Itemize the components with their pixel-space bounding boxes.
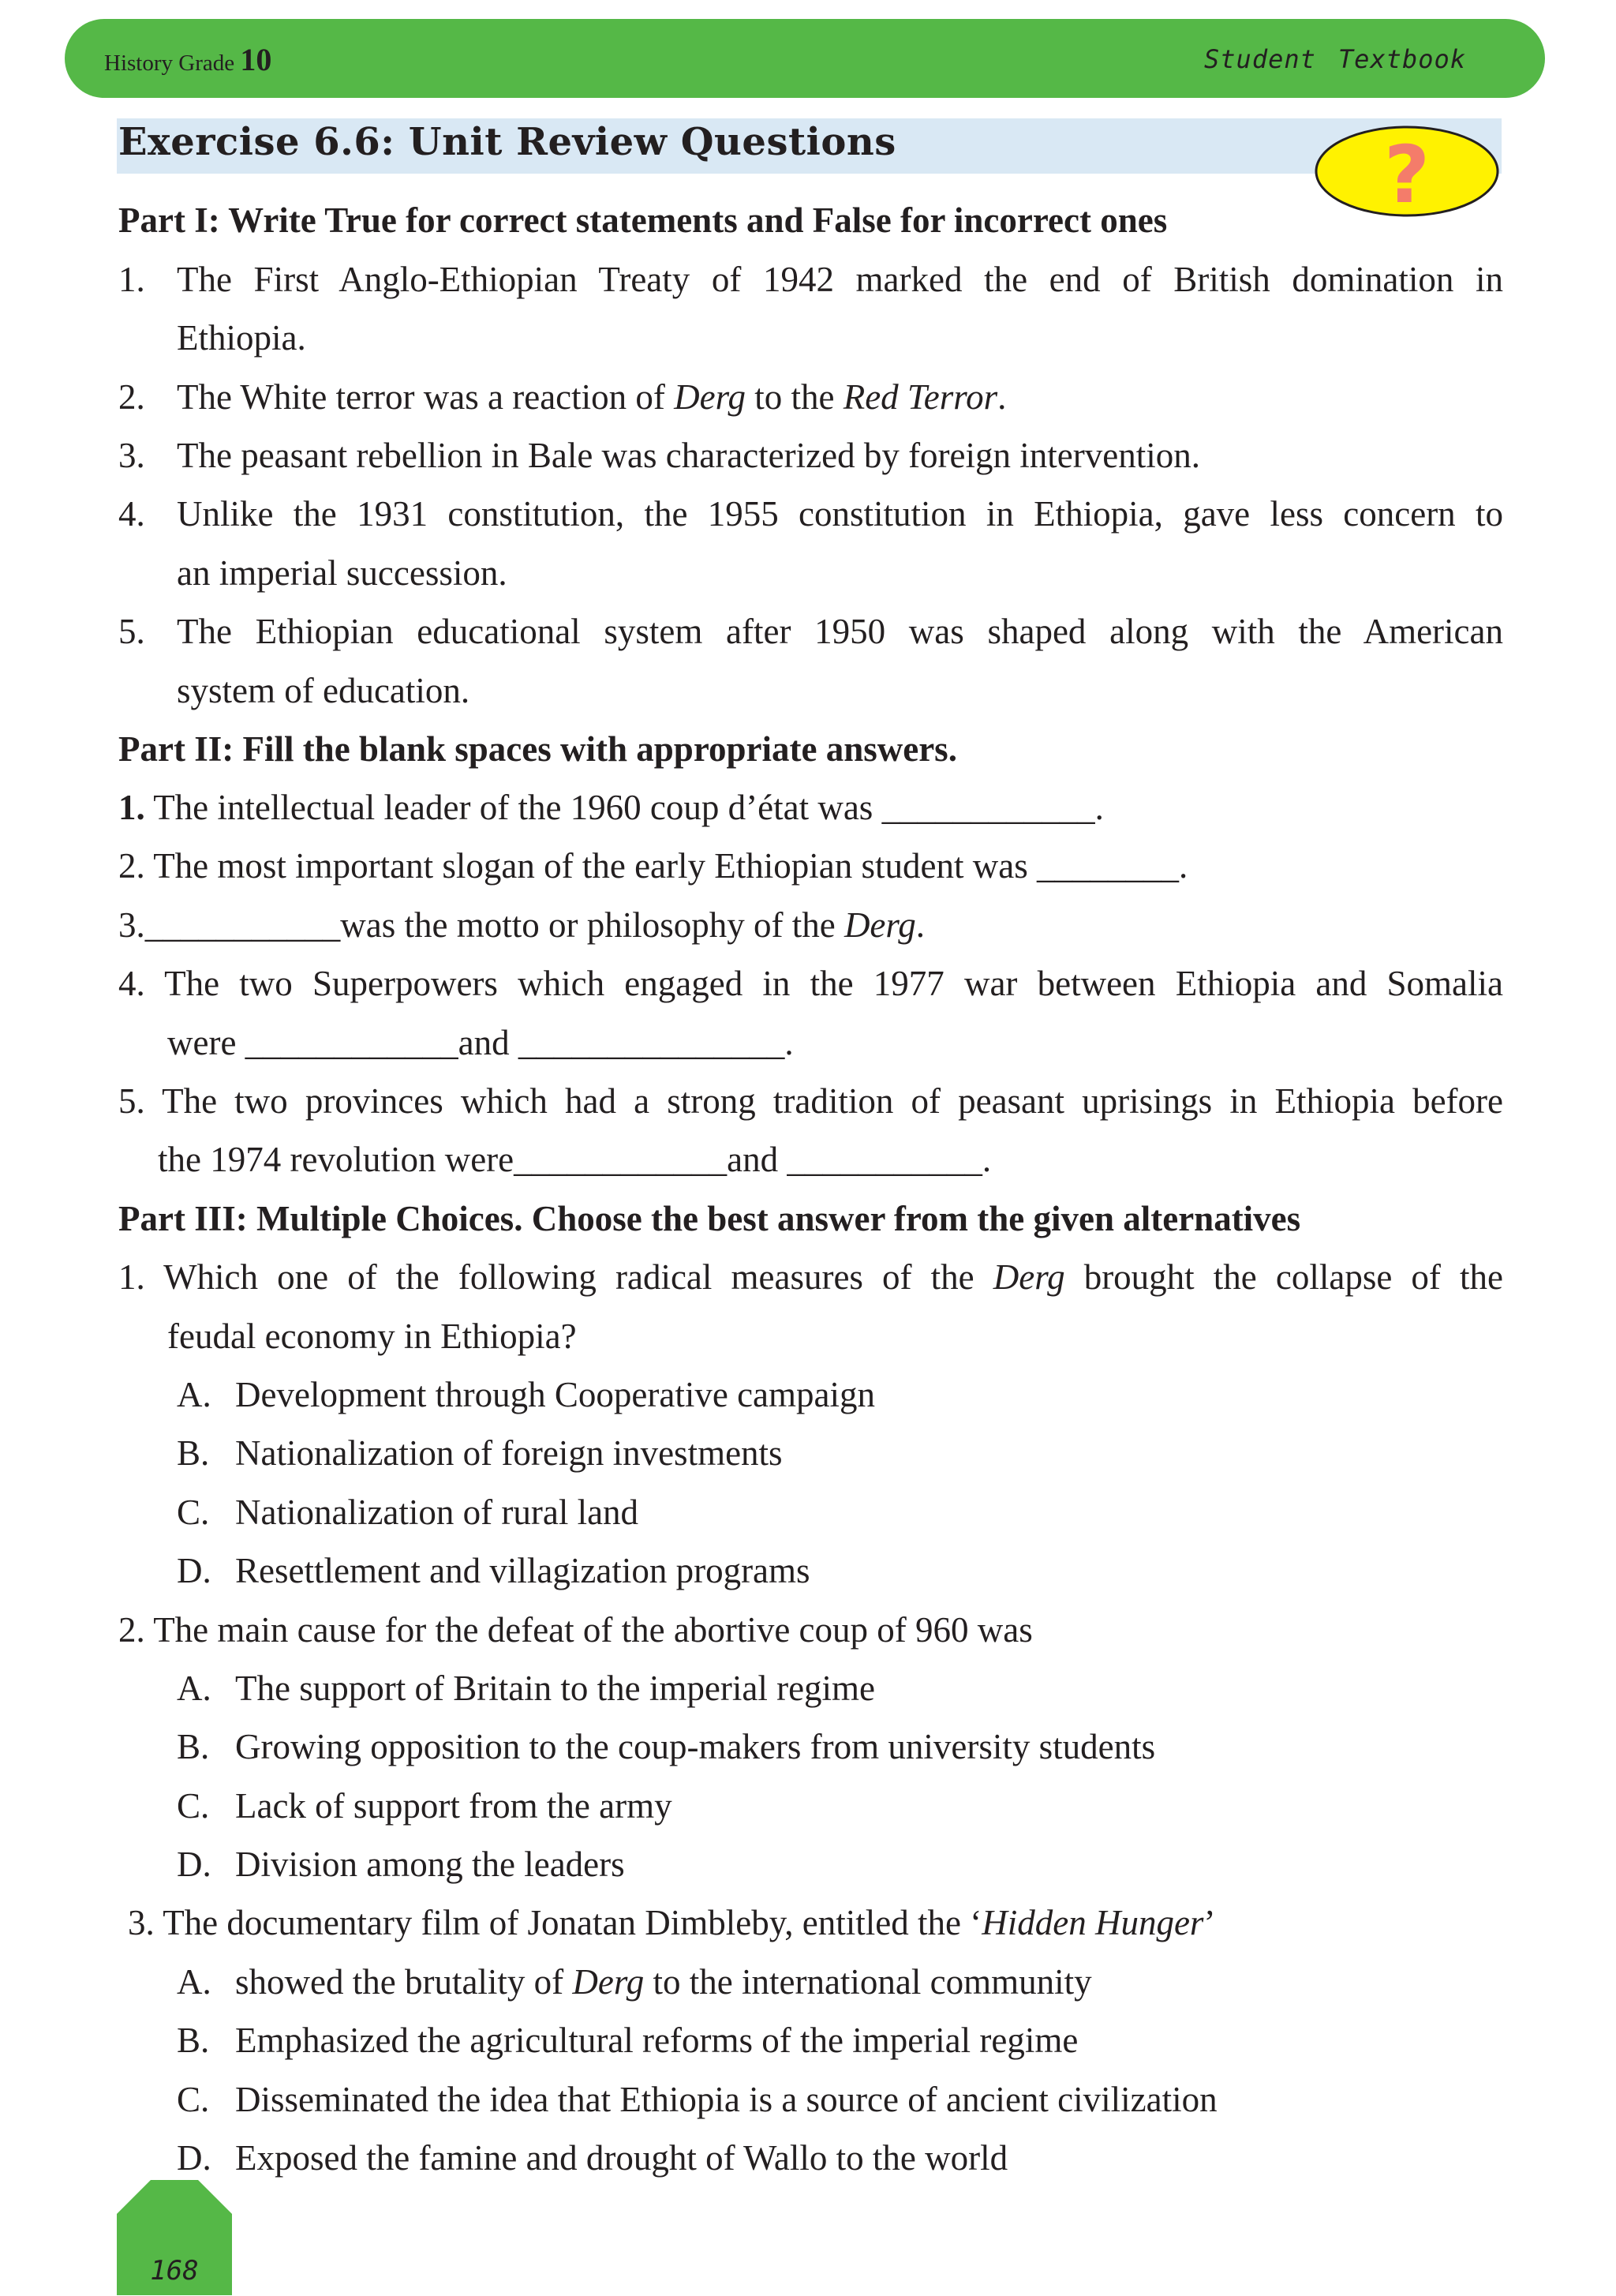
header-subject: [104, 41, 271, 78]
part3-q2-num: 2.: [118, 1610, 145, 1650]
part2-item-5: [118, 1079, 1503, 1123]
part3-q2-option-d: [177, 1842, 1562, 1886]
part3-q1-em-derg: Derg: [993, 1257, 1065, 1297]
question-mark-glyph: ?: [1383, 129, 1431, 218]
part1-item-5: [118, 609, 1503, 654]
part1-item-4-cont: an imperial succession.: [177, 553, 507, 593]
part2-item-4: [118, 961, 1503, 1006]
part2-item-3-end: .: [915, 905, 926, 945]
part1-item-3-text: The peasant rebellion in Bale was characterized by foreign intervention.: [177, 436, 1200, 475]
part1-item-2-text: The White terror was a reaction of: [177, 377, 675, 417]
page-number: 168: [150, 2255, 199, 2287]
part1-item-1-num: 1.: [118, 260, 145, 299]
part2-item-3-num: 3.: [118, 905, 145, 945]
header-bar: [65, 19, 1545, 98]
part2-item-3: [118, 903, 1503, 947]
part3-q3-text-end: ’: [1203, 1903, 1216, 1942]
part3-q1-option-b: [177, 1431, 1562, 1475]
option-letter: A.: [177, 1962, 211, 2002]
part2-item-3-em-derg: Derg: [844, 905, 916, 945]
part1-item-4: [118, 492, 1503, 536]
option-letter: A.: [177, 1669, 211, 1708]
part1-item-2-num: 2.: [118, 377, 145, 417]
part1-item-4-text: Unlike the 1931 constitution, the 1955 constitution in Ethiopia, gave less concern to: [177, 494, 1503, 534]
part1-item-2-mid: to the: [745, 377, 844, 417]
part1-item-2: [118, 375, 1503, 419]
part2-item-5-num: 5.: [118, 1081, 145, 1121]
part3-heading: Part III: Multiple Choices. Choose the best answer from the given alternatives: [118, 1199, 1301, 1238]
part1-item-4-num: 4.: [118, 494, 145, 534]
part3-q2-option-c: [177, 1784, 1562, 1828]
part3-q1-text: Which one of the following radical measures of the: [163, 1257, 993, 1297]
option-text: Emphasized the agricultural reforms of the imperial regime: [235, 2021, 1079, 2060]
part2-item-1-num: 1.: [118, 788, 145, 827]
option-text: Nationalization of foreign investments: [235, 1433, 783, 1473]
part3-q1-cont: feudal economy in Ethiopia?: [167, 1317, 577, 1356]
option-letter: C.: [177, 1493, 210, 1532]
part2-item-2-text: The most important slogan of the early Ethiopian student was ________.: [153, 846, 1188, 886]
option-em-derg: Derg: [572, 1962, 645, 2002]
part2-item-5-cont: the 1974 revolution were____________and ___________.: [158, 1140, 992, 1179]
part1-item-2-em-derg: Derg: [674, 377, 746, 417]
header-grade: 10: [240, 42, 272, 77]
part2-item-2: [118, 844, 1503, 888]
option-text: showed the brutality of: [235, 1962, 573, 2002]
option-text: Growing opposition to the coup-makers from university students: [235, 1727, 1156, 1766]
part2-item-2-num: 2.: [118, 846, 145, 886]
part3-q3-option-c: [177, 2077, 1562, 2122]
part3-q1-num: 1.: [118, 1257, 145, 1297]
option-text: Exposed the famine and drought of Wallo to the world: [235, 2138, 1008, 2178]
header-textbook-label: Textbook: [1337, 44, 1466, 74]
part1-item-2-end: .: [997, 377, 1007, 417]
part2-item-4-num: 4.: [118, 964, 145, 1003]
part3-q1-option-d: [177, 1549, 1562, 1593]
option-letter: A.: [177, 1375, 211, 1414]
option-text: Division among the leaders: [235, 1845, 625, 1884]
part2-item-4-cont: were ____________and _______________.: [167, 1023, 794, 1062]
option-letter: D.: [177, 2138, 211, 2178]
part1-item-5-num: 5.: [118, 612, 145, 651]
part2-item-1: [118, 785, 1503, 830]
part1-item-5-text: The Ethiopian educational system after 1950 was shaped along with the American: [177, 612, 1503, 651]
part1-item-3: [118, 433, 1503, 478]
option-letter: C.: [177, 1786, 210, 1826]
part2-item-4-text: The two Superpowers which engaged in the 1977 war between Ethiopia and Somalia: [164, 964, 1504, 1003]
part3-q1-option-c: [177, 1490, 1562, 1534]
part1-item-3-num: 3.: [118, 436, 145, 475]
part1-item-1: [118, 257, 1503, 302]
header-student-label: Student: [1204, 44, 1316, 74]
part1-item-5-cont: system of education.: [177, 671, 470, 710]
part3-q3-option-d: [177, 2136, 1562, 2180]
part2-item-3-text: ___________was the motto or philosophy of the: [144, 905, 844, 945]
part1-item-2-em-red-terror: Red Terror: [843, 377, 998, 417]
option-letter: B.: [177, 1433, 210, 1473]
option-letter: D.: [177, 1551, 211, 1590]
part1-heading: Part I: Write True for correct statements and False for incorrect ones: [118, 200, 1168, 240]
option-letter: C.: [177, 2080, 210, 2119]
part2-item-1-text: The intellectual leader of the 1960 coup d’état was ____________.: [153, 788, 1104, 827]
part3-q1-option-a: [177, 1373, 1562, 1417]
part3-q3-num: 3.: [128, 1903, 155, 1942]
part3-q3-text: The documentary film of Jonatan Dimbleby, entitled the ‘: [163, 1903, 982, 1942]
part3-q2-text: The main cause for the defeat of the abortive coup of 960 was: [153, 1610, 1033, 1650]
part2-heading: Part II: Fill the blank spaces with appropriate answers.: [118, 729, 957, 769]
part3-q3: [128, 1901, 1513, 1945]
option-text: Disseminated the idea that Ethiopia is a source of ancient civilization: [235, 2080, 1218, 2119]
exercise-title: Exercise 6.6: Unit Review Questions: [118, 120, 896, 164]
option-letter: D.: [177, 1845, 211, 1884]
part3-q3-option-a: [177, 1960, 1562, 2004]
option-text: Development through Cooperative campaign: [235, 1375, 876, 1414]
option-text: Lack of support from the army: [235, 1786, 672, 1826]
page-number-badge: [117, 2180, 232, 2295]
part3-q2-option-a: [177, 1666, 1562, 1710]
header-subject-label: History Grade: [104, 51, 235, 76]
option-text: The support of Britain to the imperial regime: [235, 1669, 876, 1708]
part3-q2: [118, 1608, 1503, 1652]
part3-q3-option-b: [177, 2018, 1562, 2062]
part3-q2-option-b: [177, 1725, 1562, 1769]
part3-q1: [118, 1255, 1503, 1299]
part1-item-1-text: The First Anglo-Ethiopian Treaty of 1942 marked the end of British domination in: [177, 260, 1503, 299]
part1-item-1-cont: Ethiopia.: [177, 318, 306, 358]
part3-q3-em-title: Hidden Hunger: [982, 1903, 1204, 1942]
option-text-end: to the international community: [644, 1962, 1092, 2002]
part2-item-5-text: The two provinces which had a strong tradition of peasant uprisings in Ethiopia before: [162, 1081, 1503, 1121]
option-letter: B.: [177, 2021, 210, 2060]
part3-q1-text-end: brought the collapse of the: [1064, 1257, 1503, 1297]
option-letter: B.: [177, 1727, 210, 1766]
option-text: Nationalization of rural land: [235, 1493, 639, 1532]
header-book-type: [1204, 44, 1466, 74]
option-text: Resettlement and villagization programs: [235, 1551, 810, 1590]
